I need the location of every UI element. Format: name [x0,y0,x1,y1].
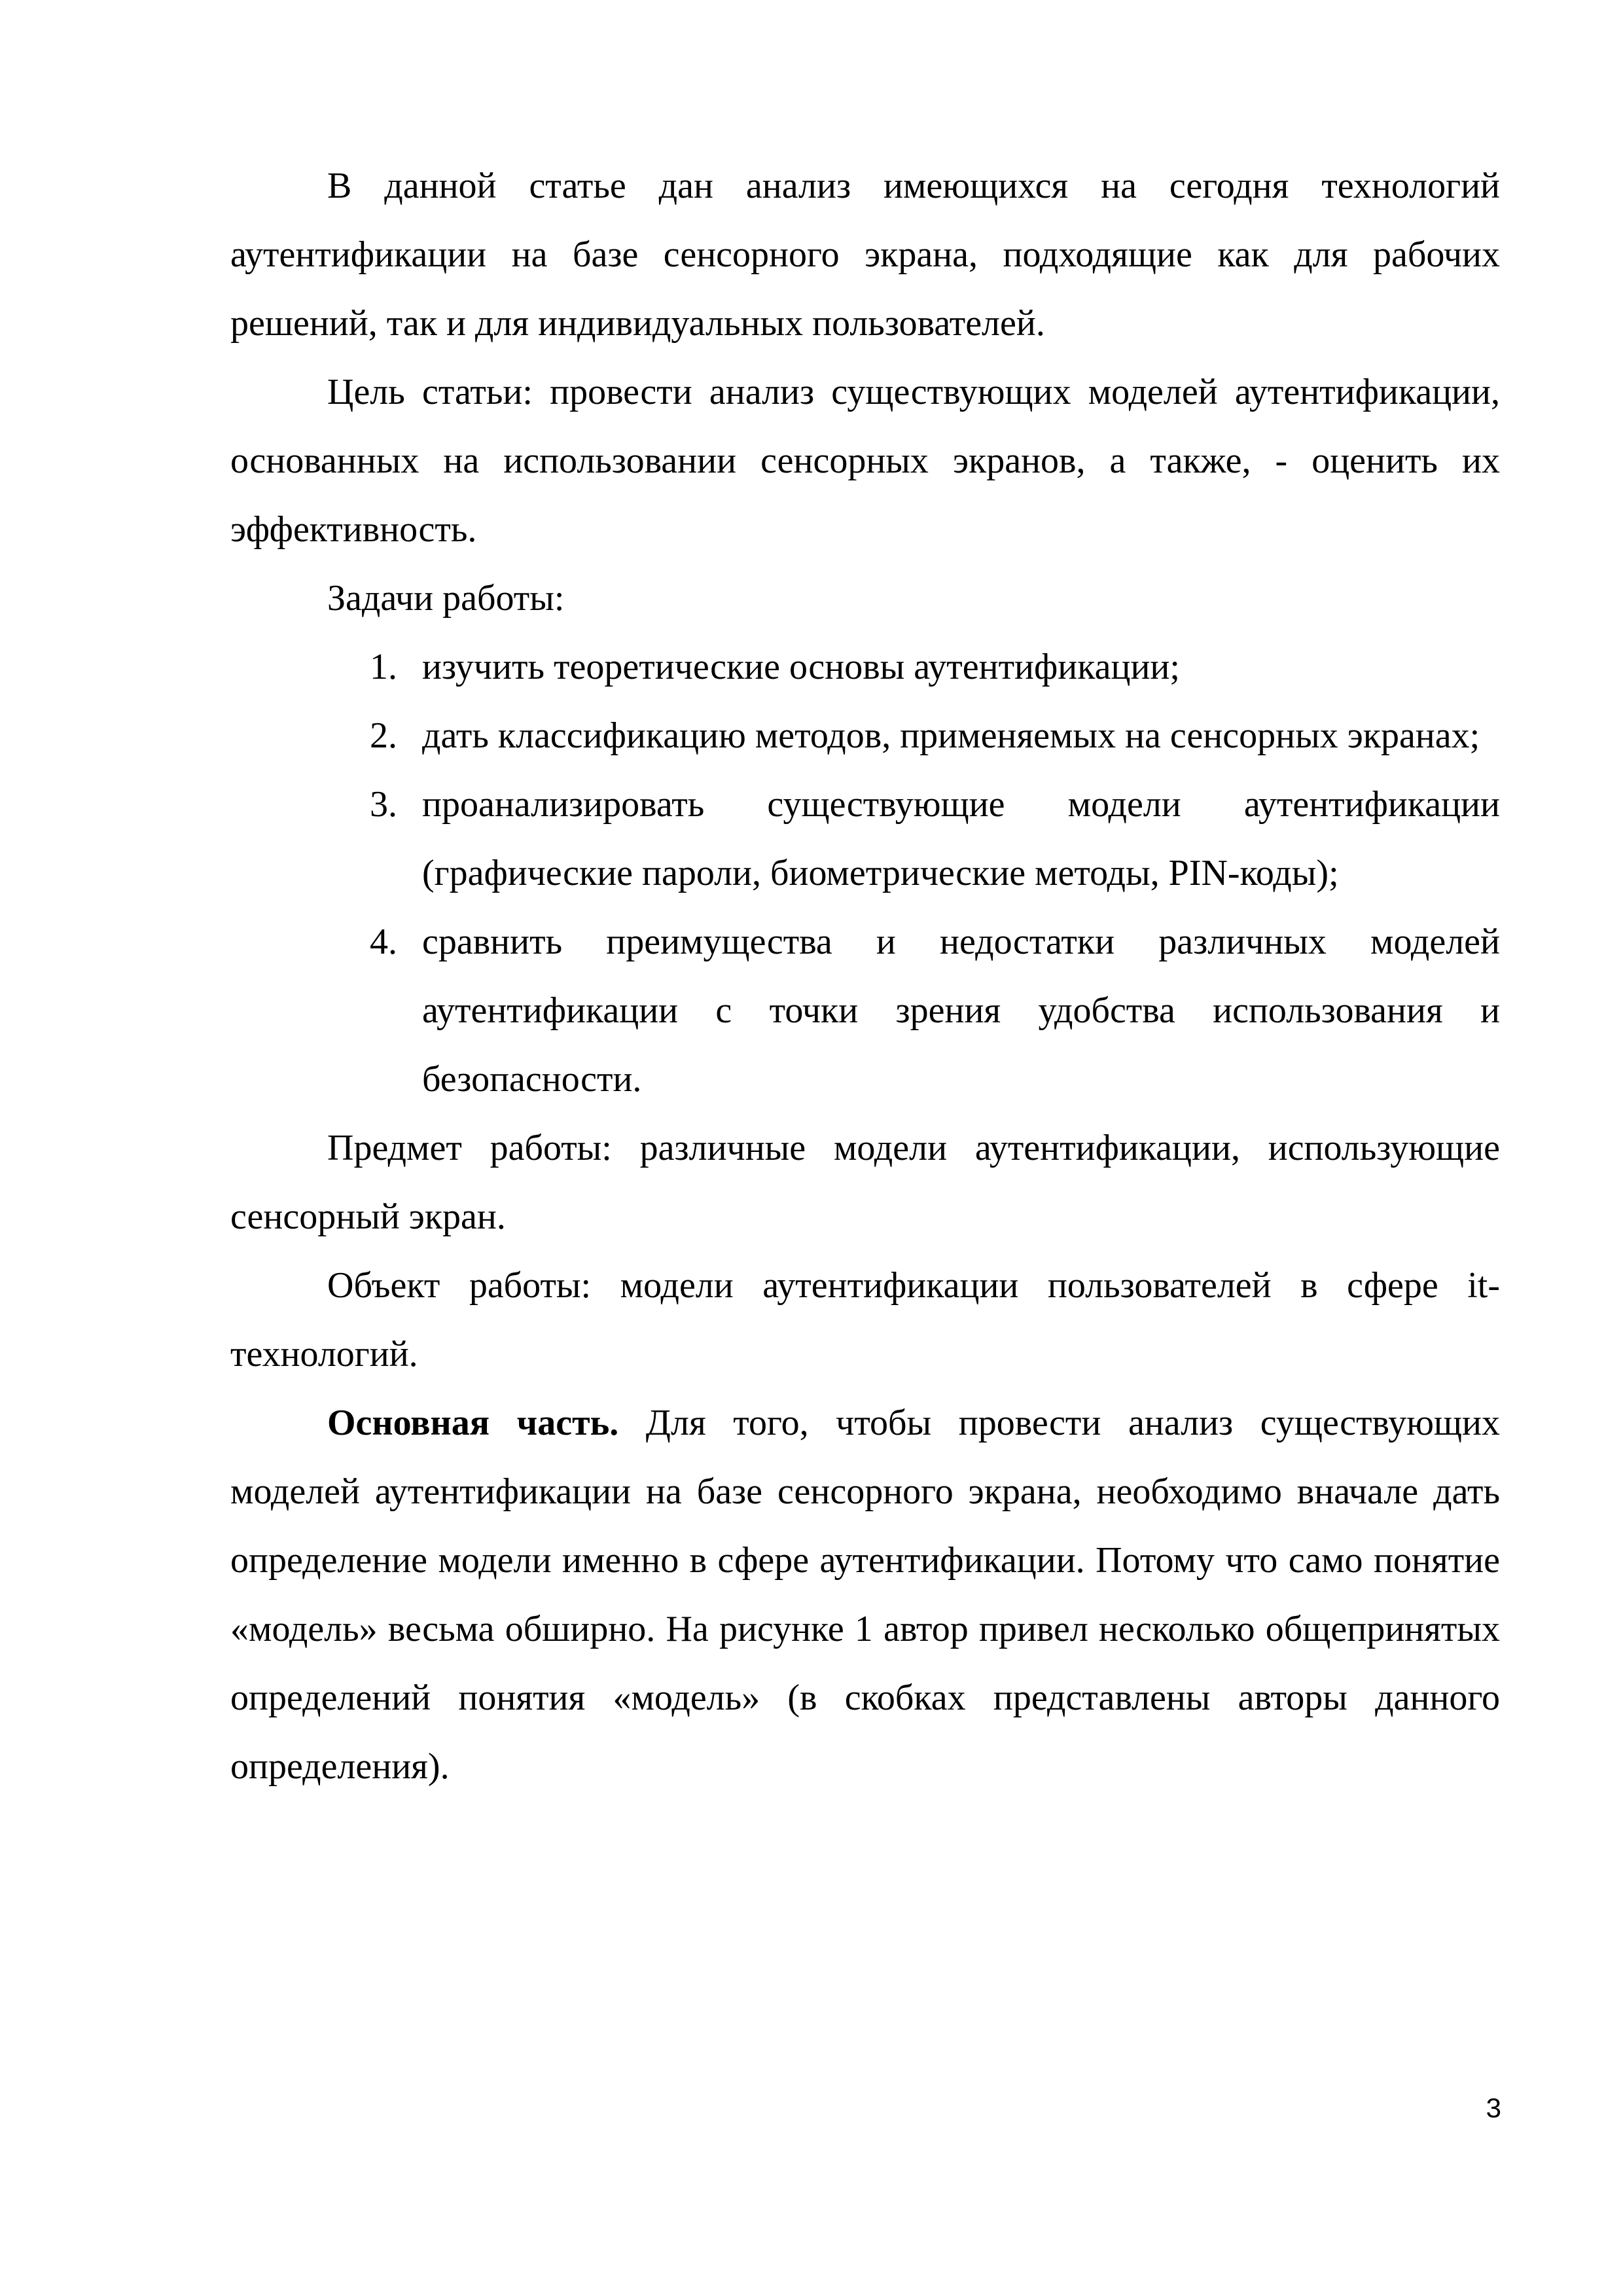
task-list-item [230,702,1500,770]
task-list-item [230,770,1500,908]
task-list-item-text: дать классификацию методов, применяемых на сенсорных экранах; [422,715,1480,756]
page-content [230,152,1500,1801]
task-list-item-text: изучить теоретические основы аутентификации; [422,647,1180,687]
paragraph-object: Объект работы: модели аутентификации пользователей в сфере it-технологий. [230,1265,1500,1374]
task-list [230,633,1500,1114]
main-part-body: Для того, чтобы провести анализ существующих моделей аутентификации на базе сенсорного экрана, необходимо вначале дать определение модели именно в сфере аутентификации. Потому что само понятие «модель» весьма обширно. На рисунке 1 автор привел несколько общепринятых определений понятия «модель» (в скобках представлены авторы данного определения). [230,1403,1500,1787]
main-part-heading: Основная часть. [327,1403,619,1443]
task-list-item-text: сравнить преимущества и недостатки различных моделей аутентификации с точки зрения удобства использования и безопасности. [422,922,1500,1100]
task-list-item-text: проанализировать существующие модели аутентификации (графические пароли, биометрические методы, PIN-коды); [422,784,1500,893]
paragraph-goal: Цель статьи: провести анализ существующих моделей аутентификации, основанных на использовании сенсорных экранов, а также, - оценить их эффективность. [230,372,1500,550]
task-list-item [230,633,1500,702]
paragraph-main-part [230,1389,1500,1801]
paragraph-abstract: В данной статье дан анализ имеющихся на сегодня технологий аутентификации на базе сенсорного экрана, подходящие как для рабочих решений, так и для индивидуальных пользователей. [230,166,1500,344]
task-list-item [230,908,1500,1114]
paragraph-subject: Предмет работы: различные модели аутентификации, использующие сенсорный экран. [230,1128,1500,1237]
page-number: 3 [1486,2092,1501,2123]
paragraph-tasks-intro: Задачи работы: [327,578,565,619]
